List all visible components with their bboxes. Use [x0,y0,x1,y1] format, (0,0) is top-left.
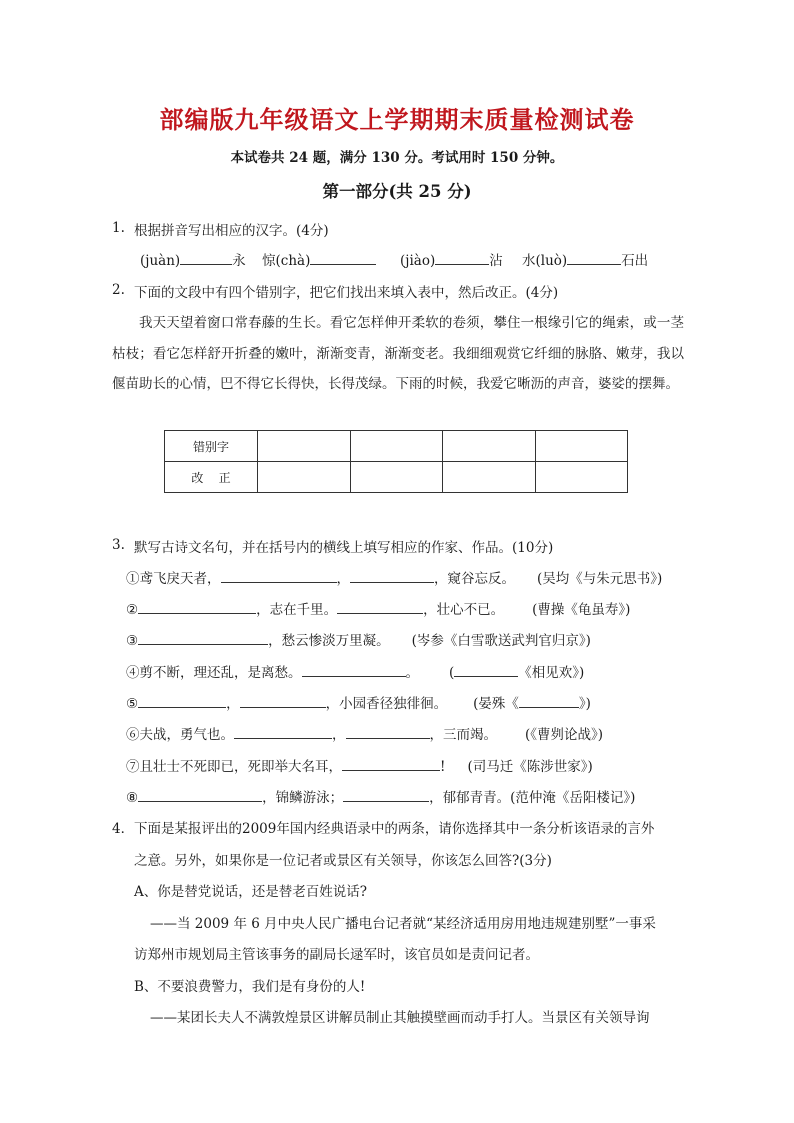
source-text: (晏殊《 [473,696,519,712]
line-text: ，小园香径独徘徊。 [325,696,448,712]
line-text: ⑧ [126,790,139,806]
q3-line-1: ①鸢飞戾天者， ， ，窥谷忘反。 (吴均《与朱元思书》) [126,567,662,587]
answer-blank[interactable] [138,787,262,802]
line-text: ，三而竭。 [429,727,497,743]
answer-blank[interactable] [138,693,226,708]
source-text: (岑参《白雪歌送武判官归京》) [411,633,591,649]
line-text: ! [440,759,446,775]
answer-blank[interactable] [221,568,337,583]
line-text: 。 [405,665,419,681]
line-text: ，壮心不已。 [423,602,505,618]
line-text: ，愁云惨淡万里凝。 [268,633,390,649]
answer-blank[interactable] [310,250,376,265]
table-cell[interactable] [350,431,443,462]
q3-line-8 [126,786,635,806]
line-text: ，锦鳞游泳； [262,790,344,806]
line-text: ，郁郁青青。 [429,790,511,806]
q4-option-a-note-2: 访郑州市规划局主管该事务的副局长逯军时，该官员如是责问记者。 [134,947,539,963]
q3-line-3 [126,629,591,649]
q4-option-a-note-1: ——当 2009 年 6 月中央人民广播电台记者就“某经济适用房用地违规建别墅”一事采 [150,916,656,932]
q4-option-b-note-1: ——某团长夫人不满敦煌景区讲解员制止其触摸壁画而动手打人。当景区有关领导询 [150,1010,650,1026]
pinyin-3-tail: 沾 [489,253,503,269]
answer-blank[interactable] [337,599,423,614]
source-text: 《相见欢》) [518,665,585,681]
source-text: (司马迁《陈涉世家》) [467,759,593,775]
q1-item-1 [140,249,246,269]
q4-number: 4． [112,821,135,837]
source-text: ( [449,665,455,681]
line-text: ⑤ [126,696,139,712]
source-text: (吴均《与朱元思书》) [537,571,663,587]
answer-blank[interactable] [567,250,621,265]
exam-subtitle: 本试卷共 24 题，满分 130 分。考试用时 150 分钟。 [230,150,564,166]
source-text: (曹操《龟虽寿》) [532,602,631,618]
row-label-wrong-chars: 错别字 [165,431,258,462]
table-row [165,462,628,493]
q3-line-2 [126,598,630,618]
row-label-correction: 改 正 [165,462,258,493]
part-one-heading: 第一部分(共 25 分) [322,182,472,201]
line-text: ④剪不断，理还乱，是离愁。 [126,665,302,681]
q3-stem: 默写古诗文名句，并在括号内的横线上填写相应的作家、作品。(10分) [134,540,554,556]
q1-stem: 根据拼音写出相应的汉字。(4分) [134,223,329,239]
q4-stem-line-2: 之意。另外，如果你是一位记者或景区有关领导，你该怎么回答?(3分) [134,853,552,869]
source-text: (《曹刿论战》) [525,727,604,743]
line-text: ，志在千里。 [256,602,338,618]
q1-item-3 [400,249,503,269]
pinyin-4: 水(luò) [522,253,568,269]
q4-option-b: B、不要浪费警力，我们是有身份的人! [134,979,366,995]
table-cell[interactable] [350,462,443,493]
answer-blank[interactable] [435,250,489,265]
answer-blank[interactable] [180,250,232,265]
pinyin-3: (jiào) [400,253,436,269]
pinyin-1: (juàn) [140,253,181,269]
answer-blank[interactable] [519,693,579,708]
table-cell[interactable] [535,462,628,493]
table-cell[interactable] [443,462,536,493]
table-cell[interactable] [535,431,628,462]
answer-blank[interactable] [454,662,518,677]
error-correction-table [164,430,628,493]
line-text: ② [126,602,139,618]
answer-blank[interactable] [240,693,326,708]
q3-line-5: ⑤ ， ，小园香径独徘徊。 (晏殊《 》) [126,692,591,712]
source-text: (范仲淹《岳阳楼记》) [510,790,636,806]
q2-passage: 我天天望着窗口常春藤的生长。看它怎样伸开柔软的卷须，攀住一根缘引它的绳索，或一茎枯枝；看它怎样舒开折叠的嫩叶，渐渐变青，渐渐变老。我细细观赏它纤细的脉胳、嫩芽，我以偃苗助长的心情，巴不得它长得快，长得茂绿。下雨的时候，我爱它晰沥的声音，婆娑的摆舞。 [112,315,684,392]
answer-blank[interactable] [343,787,429,802]
pinyin-1-tail: 永 [232,253,246,269]
q2-stem: 下面的文段中有四个错别字，把它们找出来填入表中，然后改正。(4分) [134,285,559,301]
answer-blank[interactable] [138,630,268,645]
source-text: 》) [578,696,591,712]
line-text: ⑥夫战，勇气也。 [126,727,234,743]
table-cell[interactable] [258,462,351,493]
q1-item-2 [262,249,376,269]
answer-blank[interactable] [234,724,332,739]
line-text: ③ [126,633,139,649]
q1-number: 1. [112,220,125,236]
line-text: ，窥谷忘反。 [434,571,515,587]
q4-stem-line-1: 下面是某报评出的2009年国内经典语录中的两条，请你选择其中一条分析该语录的言外 [134,821,655,837]
line-text: ①鸢飞戾天者， [126,571,221,587]
q4-option-a: A、你是替党说话，还是替老百姓说话? [134,884,367,900]
line-text: ⑦且壮士不死即已，死即举大名耳， [126,759,342,775]
q3-line-4 [126,661,584,681]
exam-title: 部编版九年级语文上学期期末质量检测试卷 [159,105,635,134]
answer-blank[interactable] [350,568,434,583]
q3-line-7 [126,755,593,775]
table-cell[interactable] [258,431,351,462]
q2-number: 2. [112,282,125,298]
table-cell[interactable] [443,431,536,462]
q3-line-6: ⑥夫战，勇气也。 ， ，三而竭。 (《曹刿论战》) [126,723,603,743]
answer-blank[interactable] [138,599,256,614]
pinyin-4-tail: 石出 [621,253,649,269]
answer-blank[interactable] [302,662,406,677]
pinyin-2: 惊(chà) [262,253,311,269]
q3-number: 3. [112,537,125,553]
q1-item-4 [522,249,648,269]
answer-blank[interactable] [346,724,430,739]
answer-blank[interactable] [342,756,440,771]
table-row [165,431,628,462]
